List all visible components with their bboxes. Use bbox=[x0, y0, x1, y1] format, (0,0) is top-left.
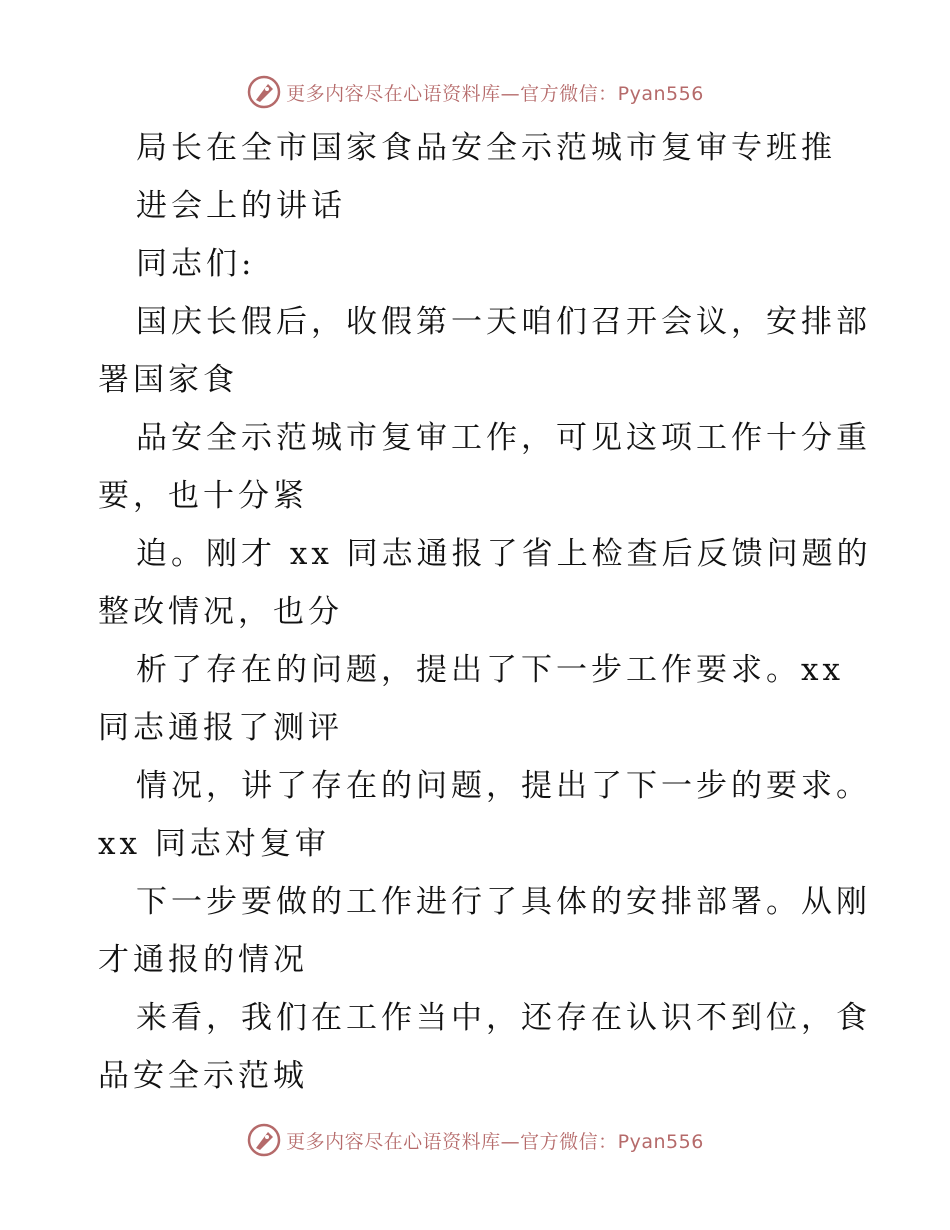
paragraph-line: xx 同志对复审 bbox=[98, 826, 330, 862]
header-banner-text: 更多内容尽在心语资料库—官方微信：Pyan556 bbox=[286, 82, 704, 105]
pen-nib-logo-icon bbox=[246, 74, 282, 110]
footer-banner-text: 更多内容尽在心语资料库—官方微信：Pyan556 bbox=[286, 1130, 704, 1153]
paragraph-line: 下一步要做的工作进行了具体的安排部署。从刚 bbox=[136, 884, 871, 920]
pen-nib-logo-icon bbox=[246, 1122, 282, 1158]
paragraph-line: 同志通报了测评 bbox=[98, 710, 343, 746]
paragraph-line: 署国家食 bbox=[98, 362, 238, 398]
title-line-2: 进会上的讲话 bbox=[136, 188, 346, 224]
paragraph-line: 才通报的情况 bbox=[98, 942, 308, 978]
header-banner bbox=[0, 72, 950, 112]
title-line-1: 局长在全市国家食品安全示范城市复审专班推 bbox=[136, 130, 836, 166]
paragraph-line: 品安全示范城市复审工作，可见这项工作十分重 bbox=[136, 420, 871, 456]
paragraph-line: 来看，我们在工作当中，还存在认识不到位，食 bbox=[136, 1000, 871, 1036]
salutation: 同志们: bbox=[136, 246, 256, 282]
paragraph-line: 情况，讲了存在的问题，提出了下一步的要求。 bbox=[136, 768, 871, 804]
footer-banner bbox=[0, 1120, 950, 1160]
paragraph-line: 要，也十分紧 bbox=[98, 478, 308, 514]
paragraph-line: 品安全示范城 bbox=[98, 1058, 308, 1094]
paragraph-line: 迫。刚才 xx 同志通报了省上检查后反馈问题的 bbox=[136, 536, 872, 572]
paragraph-line: 整改情况，也分 bbox=[98, 594, 343, 630]
paragraph-line: 国庆长假后，收假第一天咱们召开会议，安排部 bbox=[136, 304, 871, 340]
paragraph-line: 析了存在的问题，提出了下一步工作要求。xx bbox=[136, 652, 844, 688]
